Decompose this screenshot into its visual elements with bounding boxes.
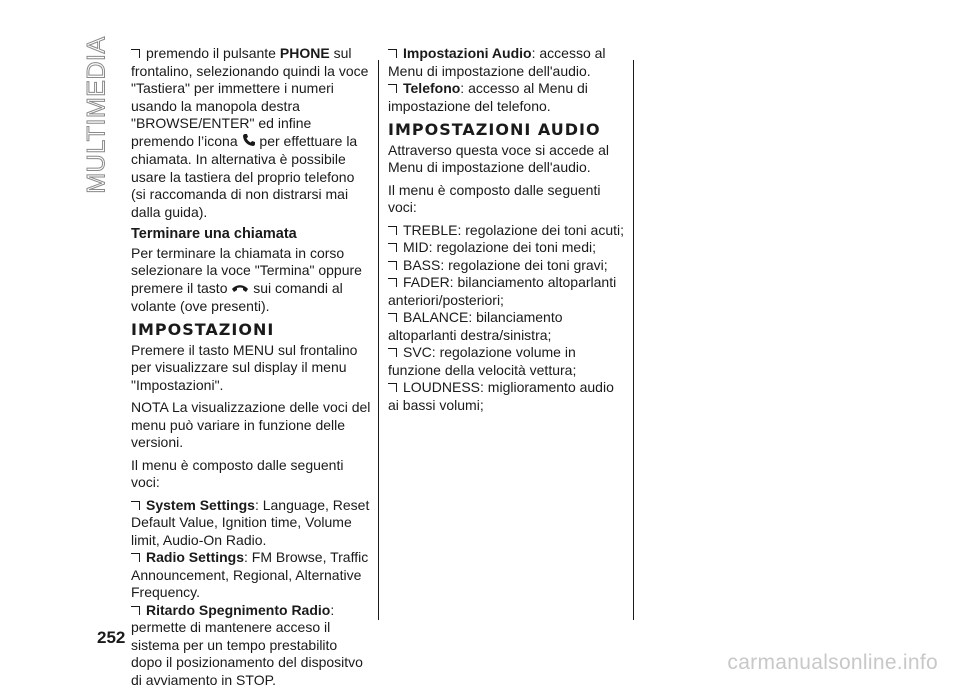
column-1: [131, 45, 371, 689]
settings-paragraph-1: Premere il tasto MENU sul frontalino per visualizzare sul display il menu "Impostazioni".: [131, 341, 358, 393]
audio-list-item: [388, 344, 626, 379]
audio-item-text: BASS: regolazione dei toni gravi;: [403, 256, 608, 273]
bullet-corner-icon: [388, 226, 397, 235]
column-divider-1: [378, 60, 379, 620]
bullet-corner-icon: [388, 278, 397, 287]
audio-settings-heading: IMPOSTAZIONI AUDIO: [388, 120, 601, 139]
terminate-call-text: [131, 245, 371, 316]
settings-item-text: : Language, Reset Default Value, Ignition time, Volume limit, Audio-On Radio.: [131, 496, 370, 548]
bullet-corner-icon: [388, 261, 397, 270]
phone-item-pre: premendo il pulsante: [146, 45, 280, 61]
settings-list-item: [131, 497, 371, 550]
phone-call-icon: [242, 133, 256, 152]
settings-item-text: : permette di mantenere acceso il sistema per un tempo prestabilito dopo il posizionamento del dispositvo di avviamento in STOP.: [131, 601, 363, 688]
phone-button-label: PHONE: [279, 45, 330, 61]
audio-list-item: [388, 274, 626, 309]
bullet-corner-icon: [388, 348, 397, 357]
settings-item-title: Radio Settings: [146, 549, 245, 566]
settings-item-text: : accesso al Menu di impostazione dell'audio.: [388, 45, 606, 79]
audio-list-item: [388, 222, 626, 240]
bullet-corner-icon: [388, 49, 397, 58]
bullet-corner-icon: [131, 501, 140, 510]
column-divider-2: [633, 60, 634, 620]
watermark-text: carmanualsonline.info: [727, 651, 938, 674]
audio-paragraph-1: Attraverso questa voce si accede al Menu di impostazione dell'audio.: [388, 141, 610, 175]
page-number: 252: [97, 628, 126, 647]
phone-hangup-icon: [231, 280, 249, 298]
bullet-corner-icon: [131, 606, 140, 615]
settings-paragraph-3: Il menu è composto dalle seguenti voci:: [131, 456, 344, 491]
settings-list-item: [131, 549, 371, 602]
audio-item-text: SVC: regolazione volume in funzione della velocità vettura;: [388, 344, 577, 378]
terminate-text-b: sui comandi al volante (ove presenti).: [131, 279, 343, 314]
audio-item-text: FADER: bilanciamento altoparlanti anteriori/posteriori;: [388, 274, 617, 308]
settings-heading: IMPOSTAZIONI: [131, 320, 275, 340]
audio-list-item: [388, 309, 626, 344]
terminate-text-a: Per terminare la chiamata in corso selezionare la voce "Termina" oppure premere il tasto: [131, 244, 362, 296]
bullet-corner-icon: [131, 553, 140, 562]
settings-item-text: : FM Browse, Traffic Announcement, Regional, Alternative Frequency.: [131, 549, 369, 601]
terminate-call-heading: Terminare una chiamata: [131, 226, 297, 243]
settings-list-item: [388, 45, 626, 80]
settings-list-item: [388, 80, 626, 115]
section-side-title-text: MULTIMEDIA: [82, 36, 111, 194]
settings-list-item: [131, 602, 371, 689]
audio-item-text: MID: regolazione dei toni medi;: [403, 239, 596, 255]
section-side-title: [72, 36, 122, 194]
audio-paragraph-2: Il menu è composto dalle seguenti voci:: [388, 181, 601, 215]
phone-item-text-b: per effettuare la chiamata. In alternativa è possibile usare la tastiera del proprio telefono (si raccomanda di non distrarsi mai dalla guida).: [131, 132, 358, 220]
settings-item-title: Ritardo Spegnimento Radio: [146, 601, 331, 618]
audio-list-item: [388, 239, 626, 257]
bullet-corner-icon: [131, 49, 140, 58]
bullet-corner-icon: [388, 313, 397, 322]
settings-note: NOTA La visualizzazione delle voci del menu può variare in funzione delle versioni.: [131, 399, 371, 451]
audio-list-item: [388, 257, 626, 275]
audio-list-item: [388, 379, 626, 414]
phone-item-text-a: sul frontalino, selezionando quindi la voce "Tastiera" per immettere i numeri usando la manopola destra "BROWSE/ENTER" ed infine premendo l’icona: [131, 45, 369, 149]
audio-item-text: LOUDNESS: miglioramento audio ai bassi volumi;: [388, 379, 614, 413]
settings-item-text: : accesso al Menu di impostazione del telefono.: [388, 80, 588, 114]
settings-item-title: Impostazioni Audio: [403, 45, 532, 61]
settings-item-title: Telefono: [403, 80, 461, 96]
audio-item-text: BALANCE: bilanciamento altoparlanti destra/sinistra;: [388, 309, 563, 343]
audio-item-text: TREBLE: regolazione dei toni acuti;: [403, 221, 625, 238]
bullet-corner-icon: [388, 383, 397, 392]
bullet-corner-icon: [388, 243, 397, 252]
column-2: [388, 45, 626, 414]
settings-item-title: System Settings: [146, 496, 255, 513]
phone-instruction-item: [131, 45, 371, 221]
bullet-corner-icon: [388, 84, 397, 93]
